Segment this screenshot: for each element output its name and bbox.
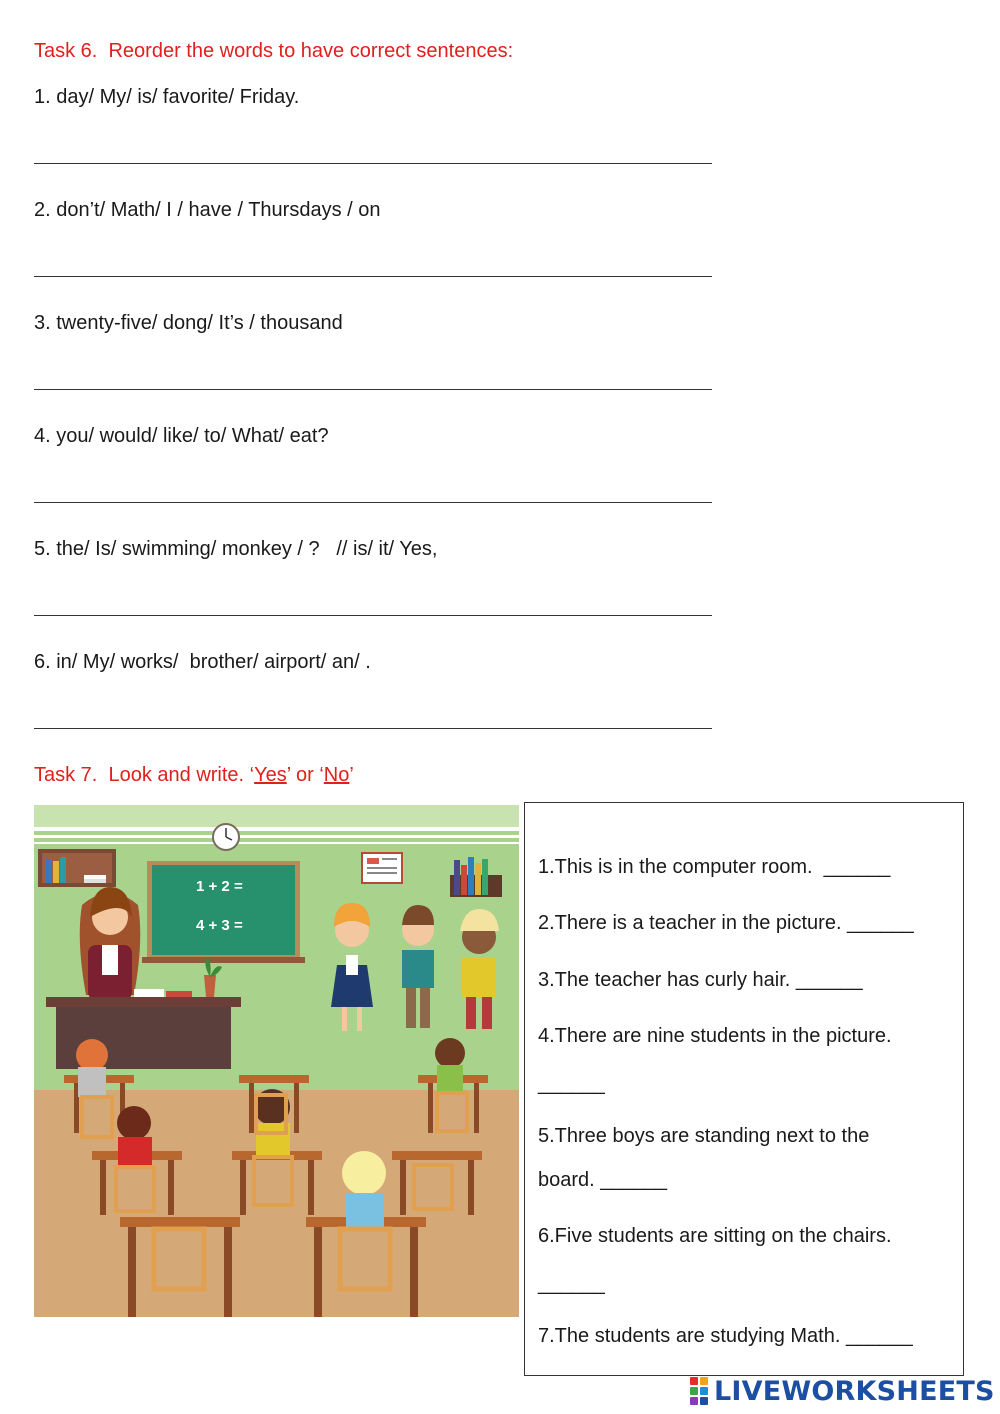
task7-heading	[34, 764, 354, 787]
task6-item-2: 2. don’t/ Math/ I / have / Thursdays / on	[34, 199, 381, 221]
task7-question-1: 1.This is in the computer room. ______	[538, 856, 891, 878]
task7-no-word: No	[323, 764, 350, 786]
task7-question-box	[524, 802, 964, 1376]
task6-heading: Task 6. Reorder the words to have correct sentences:	[34, 40, 514, 62]
task7-question-5: 5.Three boys are standing next to the	[538, 1125, 870, 1147]
task7-question-2: 2.There is a teacher in the picture. ______	[538, 912, 914, 934]
wall-poster	[362, 853, 402, 883]
teacher-figure	[80, 887, 141, 1000]
blackboard-line-2: 4 + 3 =	[196, 917, 243, 934]
clock-icon	[213, 824, 239, 850]
task6-answer-line-1[interactable]	[34, 163, 712, 164]
task6-item-4: 4. you/ would/ like/ to/ What/ eat?	[34, 425, 329, 447]
task6-answer-line-6[interactable]	[34, 728, 712, 729]
task7-question-6: 6.Five students are sitting on the chairs.	[538, 1225, 892, 1247]
task6-answer-line-4[interactable]	[34, 502, 712, 503]
task6-item-3: 3. twenty-five/ dong/ It’s / thousand	[34, 312, 343, 334]
task7-heading-suffix: ’	[349, 764, 354, 786]
classroom-illustration	[34, 805, 519, 1317]
task6-answer-line-2[interactable]	[34, 276, 712, 277]
liveworksheets-logo-icon	[690, 1377, 708, 1405]
blackboard	[142, 861, 305, 963]
task6-item-5: 5. the/ Is/ swimming/ monkey / ? // is/ it/ Yes,	[34, 538, 438, 560]
task7-question-7: 7.The students are studying Math. ______	[538, 1325, 913, 1347]
task7-question-5-continued[interactable]: board. ______	[538, 1169, 668, 1191]
task6-item-1: 1. day/ My/ is/ favorite/ Friday.	[34, 86, 300, 108]
task6-answer-line-3[interactable]	[34, 389, 712, 390]
task7-question-3: 3.The teacher has curly hair. ______	[538, 969, 863, 991]
task7-question-6-blank[interactable]: ______	[538, 1273, 605, 1295]
task6-answer-line-5[interactable]	[34, 615, 712, 616]
task7-question-4: 4.There are nine students in the picture.	[538, 1025, 892, 1047]
book-shelf-left	[38, 849, 116, 887]
task7-yes-word: Yes	[254, 764, 287, 786]
liveworksheets-logo-text: LIVEWORKSHEETS	[714, 1375, 995, 1407]
task7-heading-middle: ’ or ‘	[286, 764, 324, 786]
liveworksheets-logo	[690, 1374, 995, 1408]
task7-heading-prefix: Task 7. Look and write. ‘	[34, 764, 255, 786]
task6-item-6: 6. in/ My/ works/ brother/ airport/ an/ .	[34, 651, 371, 673]
task7-question-4-blank[interactable]: ______	[538, 1073, 605, 1095]
blackboard-line-1: 1 + 2 =	[196, 878, 243, 895]
